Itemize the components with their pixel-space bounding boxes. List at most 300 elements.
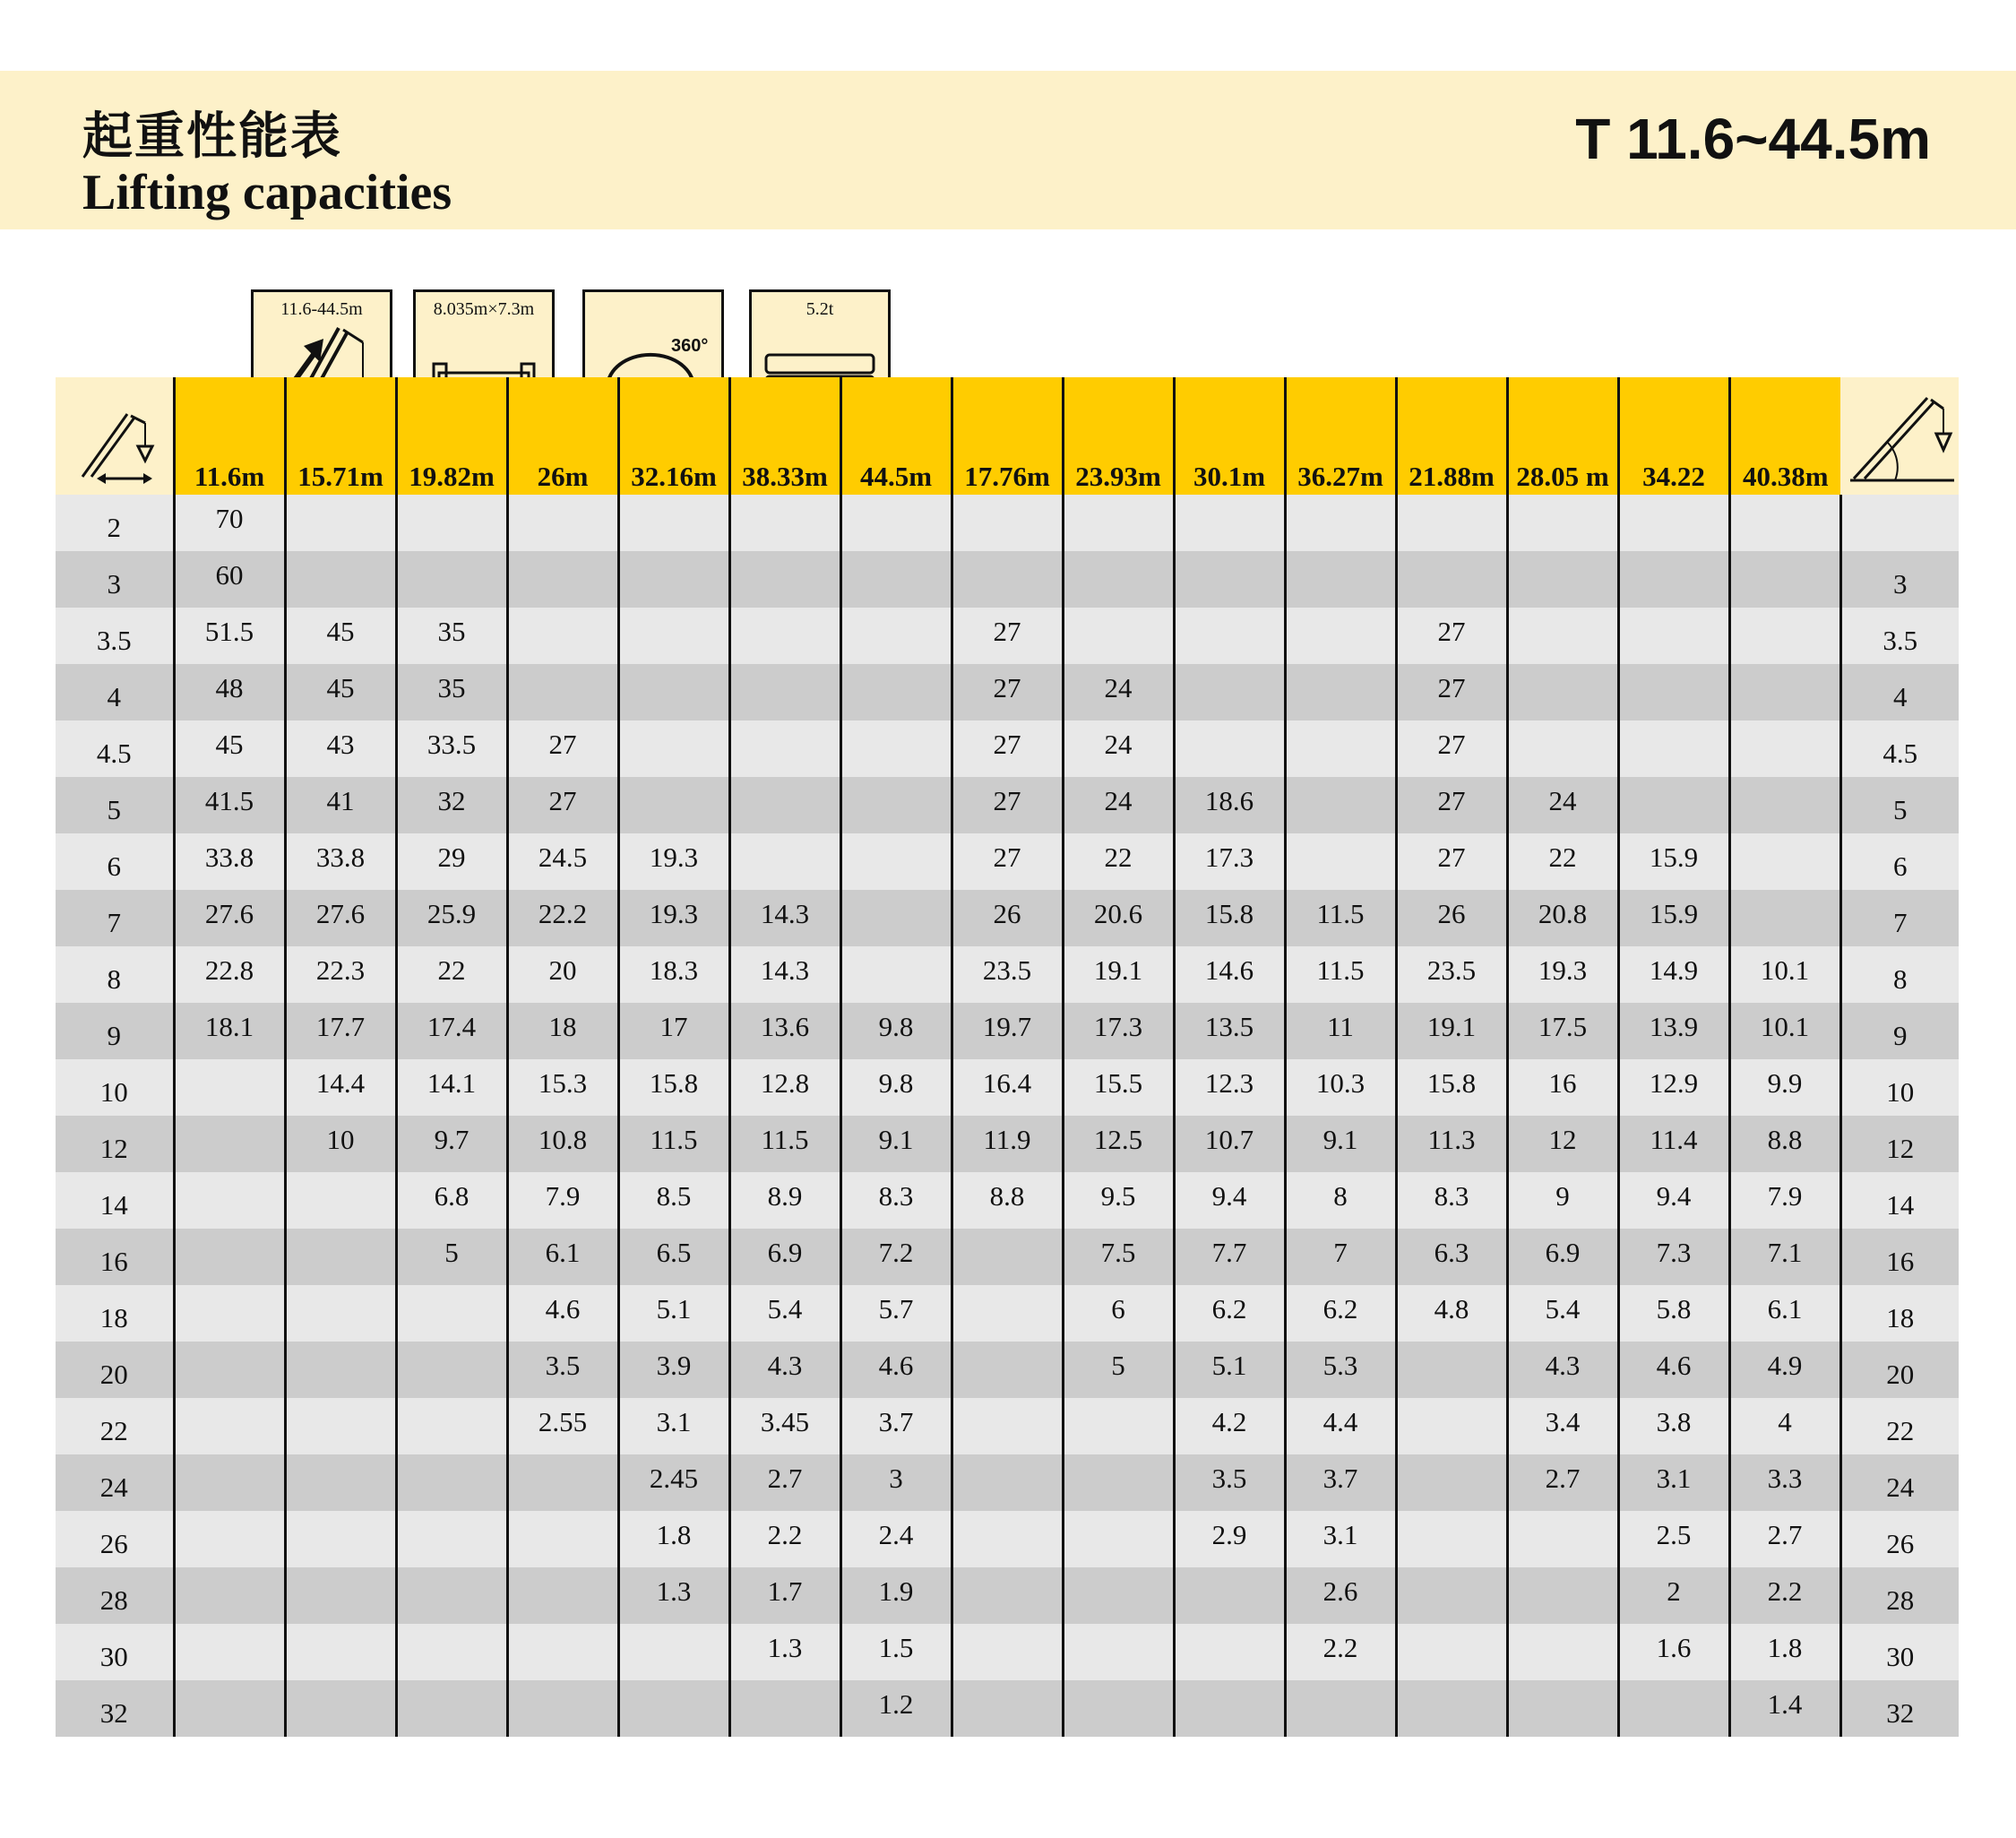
capacity-cell [285, 1624, 396, 1680]
capacity-cell: 11.5 [1285, 946, 1396, 1003]
capacity-cell [952, 1229, 1063, 1285]
page-title-chinese: 起重性能表 [82, 108, 342, 166]
capacity-cell [1063, 1567, 1174, 1624]
capacity-cell: 6.1 [1729, 1285, 1840, 1342]
radius-cell: 3 [56, 551, 174, 608]
capacity-cell [1618, 495, 1729, 551]
capacity-cell: 1.2 [840, 1680, 952, 1737]
capacity-cell [1396, 551, 1507, 608]
capacity-cell [729, 833, 840, 890]
capacity-cell: 7.9 [507, 1172, 618, 1229]
capacity-cell: 19.3 [618, 833, 729, 890]
capacity-cell [174, 1229, 285, 1285]
table-row [56, 1059, 1959, 1116]
capacity-cell: 10.7 [1174, 1116, 1285, 1172]
capacity-cell: 1.6 [1618, 1624, 1729, 1680]
capacity-cell: 2.2 [1729, 1567, 1840, 1624]
capacity-cell: 22 [396, 946, 507, 1003]
radius-cell: 14 [56, 1172, 174, 1229]
capacity-cell [1174, 551, 1285, 608]
capacity-cell: 10 [285, 1116, 396, 1172]
capacity-cell: 33.5 [396, 721, 507, 777]
capacity-cell [396, 1285, 507, 1342]
capacity-cell [507, 495, 618, 551]
capacity-cell: 4.8 [1396, 1285, 1507, 1342]
capacity-cell: 7.9 [1729, 1172, 1840, 1229]
capacity-cell: 7.1 [1729, 1229, 1840, 1285]
table-row [56, 946, 1959, 1003]
capacity-cell: 17.3 [1063, 1003, 1174, 1059]
capacity-cell: 24 [1063, 664, 1174, 721]
capacity-cell [952, 1342, 1063, 1398]
capacity-cell [1174, 495, 1285, 551]
capacity-cell [396, 1342, 507, 1398]
capacity-cell [618, 664, 729, 721]
radius-cell: 4 [56, 664, 174, 721]
capacity-cell [1618, 721, 1729, 777]
capacity-cell: 2.7 [1507, 1454, 1618, 1511]
capacity-cell: 2.45 [618, 1454, 729, 1511]
capacity-cell: 8.8 [1729, 1116, 1840, 1172]
capacity-cell: 11.3 [1396, 1116, 1507, 1172]
boom-length-header-row [56, 377, 1959, 495]
capacity-cell: 1.4 [1729, 1680, 1840, 1737]
capacity-cell [1729, 833, 1840, 890]
capacity-cell: 2.6 [1285, 1567, 1396, 1624]
capacity-cell: 8.3 [840, 1172, 952, 1229]
capacity-cell: 16 [1507, 1059, 1618, 1116]
capacity-cell [507, 551, 618, 608]
capacity-cell: 22.8 [174, 946, 285, 1003]
capacity-cell: 6.1 [507, 1229, 618, 1285]
radius-cell: 28 [56, 1567, 174, 1624]
capacity-cell [840, 495, 952, 551]
capacity-cell: 11.4 [1618, 1116, 1729, 1172]
radius-cell: 10 [56, 1059, 174, 1116]
capacity-cell [1174, 664, 1285, 721]
capacity-cell: 6.8 [396, 1172, 507, 1229]
radius-cell-right: 12 [1840, 1116, 1959, 1172]
capacity-cell: 4.3 [729, 1342, 840, 1398]
capacity-cell: 27 [507, 721, 618, 777]
capacity-cell: 19.1 [1396, 1003, 1507, 1059]
capacity-cell: 17.4 [396, 1003, 507, 1059]
boom-length-col-6: 38.33m [729, 377, 840, 495]
capacity-cell: 14.3 [729, 946, 840, 1003]
capacity-cell: 11.9 [952, 1116, 1063, 1172]
radius-cell-right: 8 [1840, 946, 1959, 1003]
capacity-cell [1285, 833, 1396, 890]
capacity-cell: 2.2 [729, 1511, 840, 1567]
capacity-cell: 3.45 [729, 1398, 840, 1454]
radius-cell-right: 3 [1840, 551, 1959, 608]
capacity-cell [729, 551, 840, 608]
capacity-cell [285, 1285, 396, 1342]
capacity-cell [396, 1454, 507, 1511]
boom-length-label: 11.6-44.5m [280, 299, 363, 319]
capacity-cell: 10.8 [507, 1116, 618, 1172]
capacity-cell [174, 1342, 285, 1398]
capacity-cell: 19.1 [1063, 946, 1174, 1003]
radius-cell-right: 14 [1840, 1172, 1959, 1229]
capacity-cell [729, 495, 840, 551]
capacity-cell [1174, 1680, 1285, 1737]
capacity-cell: 13.5 [1174, 1003, 1285, 1059]
capacity-cell: 18 [507, 1003, 618, 1059]
capacity-cell [1396, 1624, 1507, 1680]
capacity-cell: 1.8 [618, 1511, 729, 1567]
capacity-cell: 9.1 [840, 1116, 952, 1172]
boom-length-col-10: 30.1m [1174, 377, 1285, 495]
capacity-cell [952, 1454, 1063, 1511]
capacity-cell [396, 1567, 507, 1624]
table-row [56, 495, 1959, 551]
capacity-cell [507, 608, 618, 664]
capacity-cell [1507, 608, 1618, 664]
capacity-cell [618, 551, 729, 608]
capacity-cell: 3.3 [1729, 1454, 1840, 1511]
capacity-cell: 7.7 [1174, 1229, 1285, 1285]
capacity-cell [1507, 1511, 1618, 1567]
capacity-cell [1396, 1342, 1507, 1398]
capacity-cell: 4.3 [1507, 1342, 1618, 1398]
capacity-cell: 8.3 [1396, 1172, 1507, 1229]
radius-icon [65, 378, 163, 486]
capacity-cell [1063, 1680, 1174, 1737]
capacity-cell: 8.5 [618, 1172, 729, 1229]
capacity-cell [174, 1285, 285, 1342]
radius-cell: 18 [56, 1285, 174, 1342]
radius-cell: 5 [56, 777, 174, 833]
capacity-cell: 5.4 [1507, 1285, 1618, 1342]
capacity-cell: 8.8 [952, 1172, 1063, 1229]
capacity-cell: 4.9 [1729, 1342, 1840, 1398]
capacity-cell: 1.3 [729, 1624, 840, 1680]
capacity-cell [840, 608, 952, 664]
capacity-cell [507, 1454, 618, 1511]
table-row [56, 721, 1959, 777]
capacity-cell: 17.5 [1507, 1003, 1618, 1059]
radius-cell: 9 [56, 1003, 174, 1059]
capacity-cell: 6.3 [1396, 1229, 1507, 1285]
capacity-cell [1507, 1567, 1618, 1624]
table-row [56, 777, 1959, 833]
capacity-cell: 15.9 [1618, 833, 1729, 890]
radius-cell-right: 10 [1840, 1059, 1959, 1116]
boom-length-col-3: 19.82m [396, 377, 507, 495]
boom-length-col-15: 40.38m [1729, 377, 1840, 495]
capacity-cell: 13.9 [1618, 1003, 1729, 1059]
capacity-cell [285, 1567, 396, 1624]
capacity-cell: 12.9 [1618, 1059, 1729, 1116]
capacity-cell [174, 1511, 285, 1567]
capacity-cell: 33.8 [285, 833, 396, 890]
capacity-cell [840, 551, 952, 608]
capacity-cell [174, 1454, 285, 1511]
capacity-cell [1063, 1398, 1174, 1454]
capacity-cell: 5.1 [1174, 1342, 1285, 1398]
capacity-table-body [56, 495, 1959, 1737]
capacity-cell [729, 608, 840, 664]
table-row [56, 551, 1959, 608]
capacity-cell [952, 1680, 1063, 1737]
capacity-cell: 23.5 [1396, 946, 1507, 1003]
capacity-cell [507, 664, 618, 721]
capacity-cell: 41.5 [174, 777, 285, 833]
capacity-cell: 20.6 [1063, 890, 1174, 946]
counterweight-label: 5.2t [806, 299, 834, 319]
capacity-cell: 3.5 [507, 1342, 618, 1398]
capacity-cell: 15.3 [507, 1059, 618, 1116]
capacity-cell [618, 608, 729, 664]
capacity-cell [285, 1229, 396, 1285]
capacity-cell [1618, 551, 1729, 608]
boom-length-col-13: 28.05 m [1507, 377, 1618, 495]
capacity-cell: 27 [1396, 833, 1507, 890]
table-row [56, 1342, 1959, 1398]
capacity-cell [1396, 1454, 1507, 1511]
radius-cell-right: 30 [1840, 1624, 1959, 1680]
capacity-cell: 7.5 [1063, 1229, 1174, 1285]
capacity-cell: 32 [396, 777, 507, 833]
capacity-cell: 9.8 [840, 1003, 952, 1059]
capacity-cell [507, 1567, 618, 1624]
capacity-cell: 24 [1063, 721, 1174, 777]
capacity-cell: 4.6 [507, 1285, 618, 1342]
capacity-cell [1507, 551, 1618, 608]
capacity-cell: 6.9 [729, 1229, 840, 1285]
table-row [56, 1229, 1959, 1285]
capacity-cell [1285, 1680, 1396, 1737]
capacity-cell [1285, 664, 1396, 721]
capacity-cell [1729, 721, 1840, 777]
capacity-cell [729, 664, 840, 721]
capacity-cell: 27 [952, 664, 1063, 721]
capacity-cell: 17 [618, 1003, 729, 1059]
capacity-cell: 15.5 [1063, 1059, 1174, 1116]
capacity-cell: 6 [1063, 1285, 1174, 1342]
capacity-cell: 10.1 [1729, 946, 1840, 1003]
table-row [56, 1567, 1959, 1624]
radius-cell-right: 32 [1840, 1680, 1959, 1737]
capacity-cell: 5 [396, 1229, 507, 1285]
capacity-cell: 20.8 [1507, 890, 1618, 946]
capacity-cell: 27 [1396, 608, 1507, 664]
capacity-cell [1285, 495, 1396, 551]
capacity-cell [1729, 664, 1840, 721]
capacity-cell: 10.3 [1285, 1059, 1396, 1116]
capacity-cell: 27 [952, 721, 1063, 777]
capacity-cell: 19.3 [618, 890, 729, 946]
capacity-cell: 43 [285, 721, 396, 777]
capacity-cell [952, 1511, 1063, 1567]
table-row [56, 1003, 1959, 1059]
capacity-cell [1507, 495, 1618, 551]
capacity-cell [618, 1624, 729, 1680]
capacity-cell [1618, 608, 1729, 664]
model-range: T 11.6~44.5m [1575, 107, 1931, 171]
radius-cell-right: 4.5 [1840, 721, 1959, 777]
capacity-cell: 29 [396, 833, 507, 890]
capacity-cell: 11.5 [1285, 890, 1396, 946]
capacity-cell [840, 946, 952, 1003]
radius-cell: 22 [56, 1398, 174, 1454]
capacity-cell [840, 833, 952, 890]
capacity-cell: 5.8 [1618, 1285, 1729, 1342]
boom-length-col-5: 32.16m [618, 377, 729, 495]
capacity-cell: 23.5 [952, 946, 1063, 1003]
capacity-cell: 12.5 [1063, 1116, 1174, 1172]
capacity-cell [1618, 664, 1729, 721]
capacity-cell: 2.5 [1618, 1511, 1729, 1567]
capacity-cell [1729, 551, 1840, 608]
table-row [56, 1398, 1959, 1454]
capacity-cell: 3.4 [1507, 1398, 1618, 1454]
capacity-cell: 6.9 [1507, 1229, 1618, 1285]
capacity-cell: 22 [1507, 833, 1618, 890]
capacity-cell: 5.3 [1285, 1342, 1396, 1398]
capacity-cell: 6.2 [1285, 1285, 1396, 1342]
capacity-cell: 15.8 [1396, 1059, 1507, 1116]
capacity-cell: 18.1 [174, 1003, 285, 1059]
table-row [56, 1624, 1959, 1680]
radius-cell-right: 3.5 [1840, 608, 1959, 664]
capacity-cell: 24.5 [507, 833, 618, 890]
page-title-english: Lifting capacities [82, 165, 452, 220]
capacity-cell: 1.9 [840, 1567, 952, 1624]
slewing-badge: 360° [671, 336, 709, 356]
boom-length-col-14: 34.22 [1618, 377, 1729, 495]
capacity-cell: 3.1 [1618, 1454, 1729, 1511]
capacity-cell: 27 [1396, 777, 1507, 833]
capacity-cell: 9.9 [1729, 1059, 1840, 1116]
outrigger-span-label: 8.035m×7.3m [433, 299, 535, 319]
capacity-cell: 14.1 [396, 1059, 507, 1116]
capacity-cell [174, 1680, 285, 1737]
capacity-cell: 60 [174, 551, 285, 608]
capacity-cell [952, 551, 1063, 608]
capacity-cell [840, 890, 952, 946]
table-row [56, 1454, 1959, 1511]
capacity-cell: 3.1 [1285, 1511, 1396, 1567]
capacity-cell [1063, 1454, 1174, 1511]
radius-cell: 20 [56, 1342, 174, 1398]
capacity-cell: 6.2 [1174, 1285, 1285, 1342]
boom-length-col-1: 11.6m [174, 377, 285, 495]
capacity-cell: 22.2 [507, 890, 618, 946]
radius-cell: 2 [56, 495, 174, 551]
capacity-cell [1396, 495, 1507, 551]
capacity-cell: 2.7 [1729, 1511, 1840, 1567]
capacity-cell: 10.1 [1729, 1003, 1840, 1059]
capacity-cell [507, 1511, 618, 1567]
capacity-cell: 15.9 [1618, 890, 1729, 946]
capacity-cell: 9.4 [1618, 1172, 1729, 1229]
radius-cell: 24 [56, 1454, 174, 1511]
capacity-cell: 2.4 [840, 1511, 952, 1567]
capacity-cell: 11.5 [618, 1116, 729, 1172]
capacity-cell: 17.3 [1174, 833, 1285, 890]
capacity-cell [285, 1454, 396, 1511]
boom-length-col-7: 44.5m [840, 377, 952, 495]
table-row [56, 833, 1959, 890]
capacity-cell: 3.5 [1174, 1454, 1285, 1511]
capacity-cell [396, 1511, 507, 1567]
radius-cell: 30 [56, 1624, 174, 1680]
capacity-cell [1174, 1567, 1285, 1624]
radius-cell: 6 [56, 833, 174, 890]
capacity-cell [1729, 777, 1840, 833]
capacity-cell [1396, 1398, 1507, 1454]
capacity-cell: 3.1 [618, 1398, 729, 1454]
capacity-cell [1396, 1567, 1507, 1624]
table-row [56, 1285, 1959, 1342]
capacity-cell: 18.3 [618, 946, 729, 1003]
capacity-cell [285, 495, 396, 551]
capacity-cell: 19.7 [952, 1003, 1063, 1059]
capacity-cell: 45 [285, 608, 396, 664]
capacity-cell [1507, 664, 1618, 721]
radius-corner-left [56, 377, 174, 495]
capacity-cell [1729, 495, 1840, 551]
capacity-cell [1507, 1680, 1618, 1737]
capacity-cell: 9.1 [1285, 1116, 1396, 1172]
capacity-cell [174, 1567, 285, 1624]
capacity-cell [285, 1172, 396, 1229]
capacity-cell [1729, 890, 1840, 946]
capacity-cell: 70 [174, 495, 285, 551]
lifting-capacity-table [56, 377, 1959, 1737]
capacity-cell: 5.7 [840, 1285, 952, 1342]
capacity-cell [1063, 551, 1174, 608]
radius-cell-right: 16 [1840, 1229, 1959, 1285]
capacity-cell [1396, 1680, 1507, 1737]
capacity-cell [729, 721, 840, 777]
capacity-cell [396, 495, 507, 551]
capacity-cell: 19.3 [1507, 946, 1618, 1003]
table-row [56, 1172, 1959, 1229]
capacity-cell [1729, 608, 1840, 664]
capacity-cell [396, 1624, 507, 1680]
capacity-cell: 27 [952, 777, 1063, 833]
capacity-cell: 14.9 [1618, 946, 1729, 1003]
capacity-cell: 1.8 [1729, 1624, 1840, 1680]
capacity-cell [1174, 1624, 1285, 1680]
capacity-cell [840, 721, 952, 777]
capacity-cell: 15.8 [618, 1059, 729, 1116]
radius-cell-right: 20 [1840, 1342, 1959, 1398]
capacity-cell [952, 1567, 1063, 1624]
capacity-cell: 4.6 [840, 1342, 952, 1398]
capacity-cell [396, 1680, 507, 1737]
capacity-cell: 8.9 [729, 1172, 840, 1229]
capacity-cell: 9.5 [1063, 1172, 1174, 1229]
capacity-cell: 27.6 [174, 890, 285, 946]
capacity-cell [507, 1624, 618, 1680]
capacity-cell: 11 [1285, 1003, 1396, 1059]
capacity-cell: 24 [1063, 777, 1174, 833]
capacity-cell: 3 [840, 1454, 952, 1511]
capacity-cell [174, 1059, 285, 1116]
radius-cell: 7 [56, 890, 174, 946]
capacity-cell: 1.5 [840, 1624, 952, 1680]
capacity-cell: 5 [1063, 1342, 1174, 1398]
capacity-cell: 7 [1285, 1229, 1396, 1285]
capacity-cell [174, 1172, 285, 1229]
capacity-cell: 27 [952, 608, 1063, 664]
capacity-cell [729, 1680, 840, 1737]
capacity-cell: 5.1 [618, 1285, 729, 1342]
